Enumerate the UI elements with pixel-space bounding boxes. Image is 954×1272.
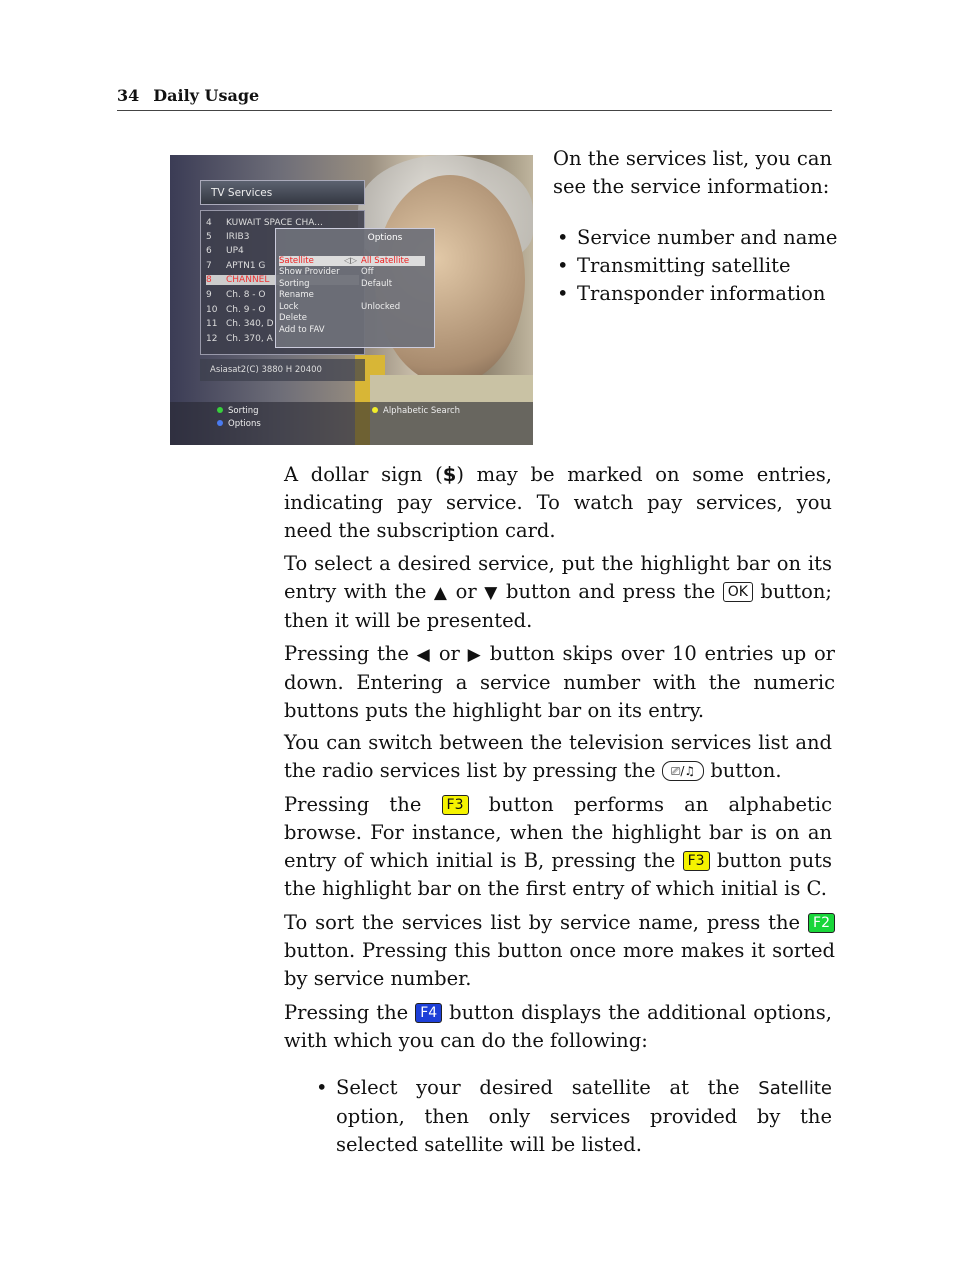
option-sorting: Sorting Default xyxy=(279,279,393,289)
paragraph-alphabetic: Pressing the F3 button performs an alphabetic browse. For instance, when the highlight bar is on an entry of which initial is B, pressing the F3 button puts the highlight bar on the first entry of which initial is C. xyxy=(284,793,832,900)
options-list xyxy=(312,1074,832,1159)
f3-key: F3 xyxy=(442,795,469,815)
option-satellite: Satellite ◁▷ All Satellite xyxy=(279,256,425,266)
options-title: Options xyxy=(367,233,403,243)
paragraph-sort: To sort the services list by service name, press the F2 button. Pressing this button once more makes it sorted by service number. xyxy=(284,911,835,990)
up-arrow-icon: ▲ xyxy=(433,583,449,603)
service-row: 6 UP4 xyxy=(206,246,244,256)
list-item: • Transmitting satellite xyxy=(553,252,843,280)
service-row: 7 APTN1 G xyxy=(206,261,266,271)
list-item: • Service number and name xyxy=(553,224,843,252)
transponder-info: Asiasat2(C) 3880 H 20400 xyxy=(200,359,365,381)
paragraph-select: To select a desired service, put the highlight bar on its entry with the ▲ or ▼ button and press the OK button; then it will be presented. xyxy=(284,552,832,632)
service-row: 5 IRIB3 xyxy=(206,232,250,242)
option-lock: Lock Unlocked xyxy=(279,302,401,312)
paragraph-options: Pressing the F4 button displays the additional options, with which you can do the following: xyxy=(284,1001,832,1052)
service-row: 12 Ch. 370, A xyxy=(206,334,273,344)
option-add-fav: Add to FAV xyxy=(279,325,325,335)
service-row: 11 Ch. 340, D xyxy=(206,319,274,329)
service-row: 10 Ch. 9 - O xyxy=(206,305,266,315)
section-title: Daily Usage xyxy=(153,86,260,105)
option-delete: Delete xyxy=(279,313,307,323)
paragraph-skip: Pressing the ◀ or ▶ button skips over 10 entries up or down. Entering a service number with the numeric buttons puts the highlight bar on its entry. xyxy=(284,642,836,722)
paragraph-dollar: A dollar sign ($) may be marked on some entries, indicating pay service. To watch pay services, you need the subscription card. xyxy=(284,463,833,542)
service-row: 4 KUWAIT SPACE CHA... xyxy=(206,218,323,228)
yellow-dot-icon xyxy=(372,407,378,413)
legend-sorting: Sorting xyxy=(217,406,259,416)
f3-key: F3 xyxy=(683,851,710,871)
list-item: • Transponder information xyxy=(553,280,843,308)
f2-key: F2 xyxy=(808,913,835,933)
right-arrow-icon: ▶ xyxy=(467,645,483,665)
satellite-option-name: Satellite xyxy=(758,1078,832,1099)
dollar-sign: $ xyxy=(442,463,457,486)
option-rename: Rename xyxy=(279,290,314,300)
info-list xyxy=(553,224,843,308)
left-arrow-icon: ◀ xyxy=(416,645,432,665)
green-dot-icon xyxy=(217,407,223,413)
page-number: 34 xyxy=(117,86,140,105)
tv-radio-key-icon: ⎚/♫ xyxy=(662,761,704,781)
list-item: • Select your desired satellite at the Satellite option, then only services provided by the selected satellite will be listed. xyxy=(312,1074,832,1159)
page-header xyxy=(117,86,832,111)
service-row: 9 Ch. 8 - O xyxy=(206,290,266,300)
paragraph-tv-radio: You can switch between the television services list and the radio services list by pressing the ⎚/♫ button. xyxy=(284,731,832,782)
tv-services-title: TV Services xyxy=(200,180,365,205)
service-row-selected: 8 CHANNEL xyxy=(206,275,359,285)
f4-key: F4 xyxy=(415,1003,442,1023)
ok-key: OK xyxy=(723,582,753,602)
legend-options: Options xyxy=(217,419,261,429)
down-arrow-icon: ▼ xyxy=(484,583,499,603)
option-show-provider: Show Provider Off xyxy=(279,267,374,277)
legend-alphabetic: Alphabetic Search xyxy=(372,406,460,416)
blue-dot-icon xyxy=(217,420,223,426)
intro-text: On the services list, you can see the service information: xyxy=(553,147,832,198)
options-popup xyxy=(275,228,435,348)
tv-services-screenshot xyxy=(170,155,533,445)
left-right-arrow-icon: ◁▷ xyxy=(344,256,358,266)
